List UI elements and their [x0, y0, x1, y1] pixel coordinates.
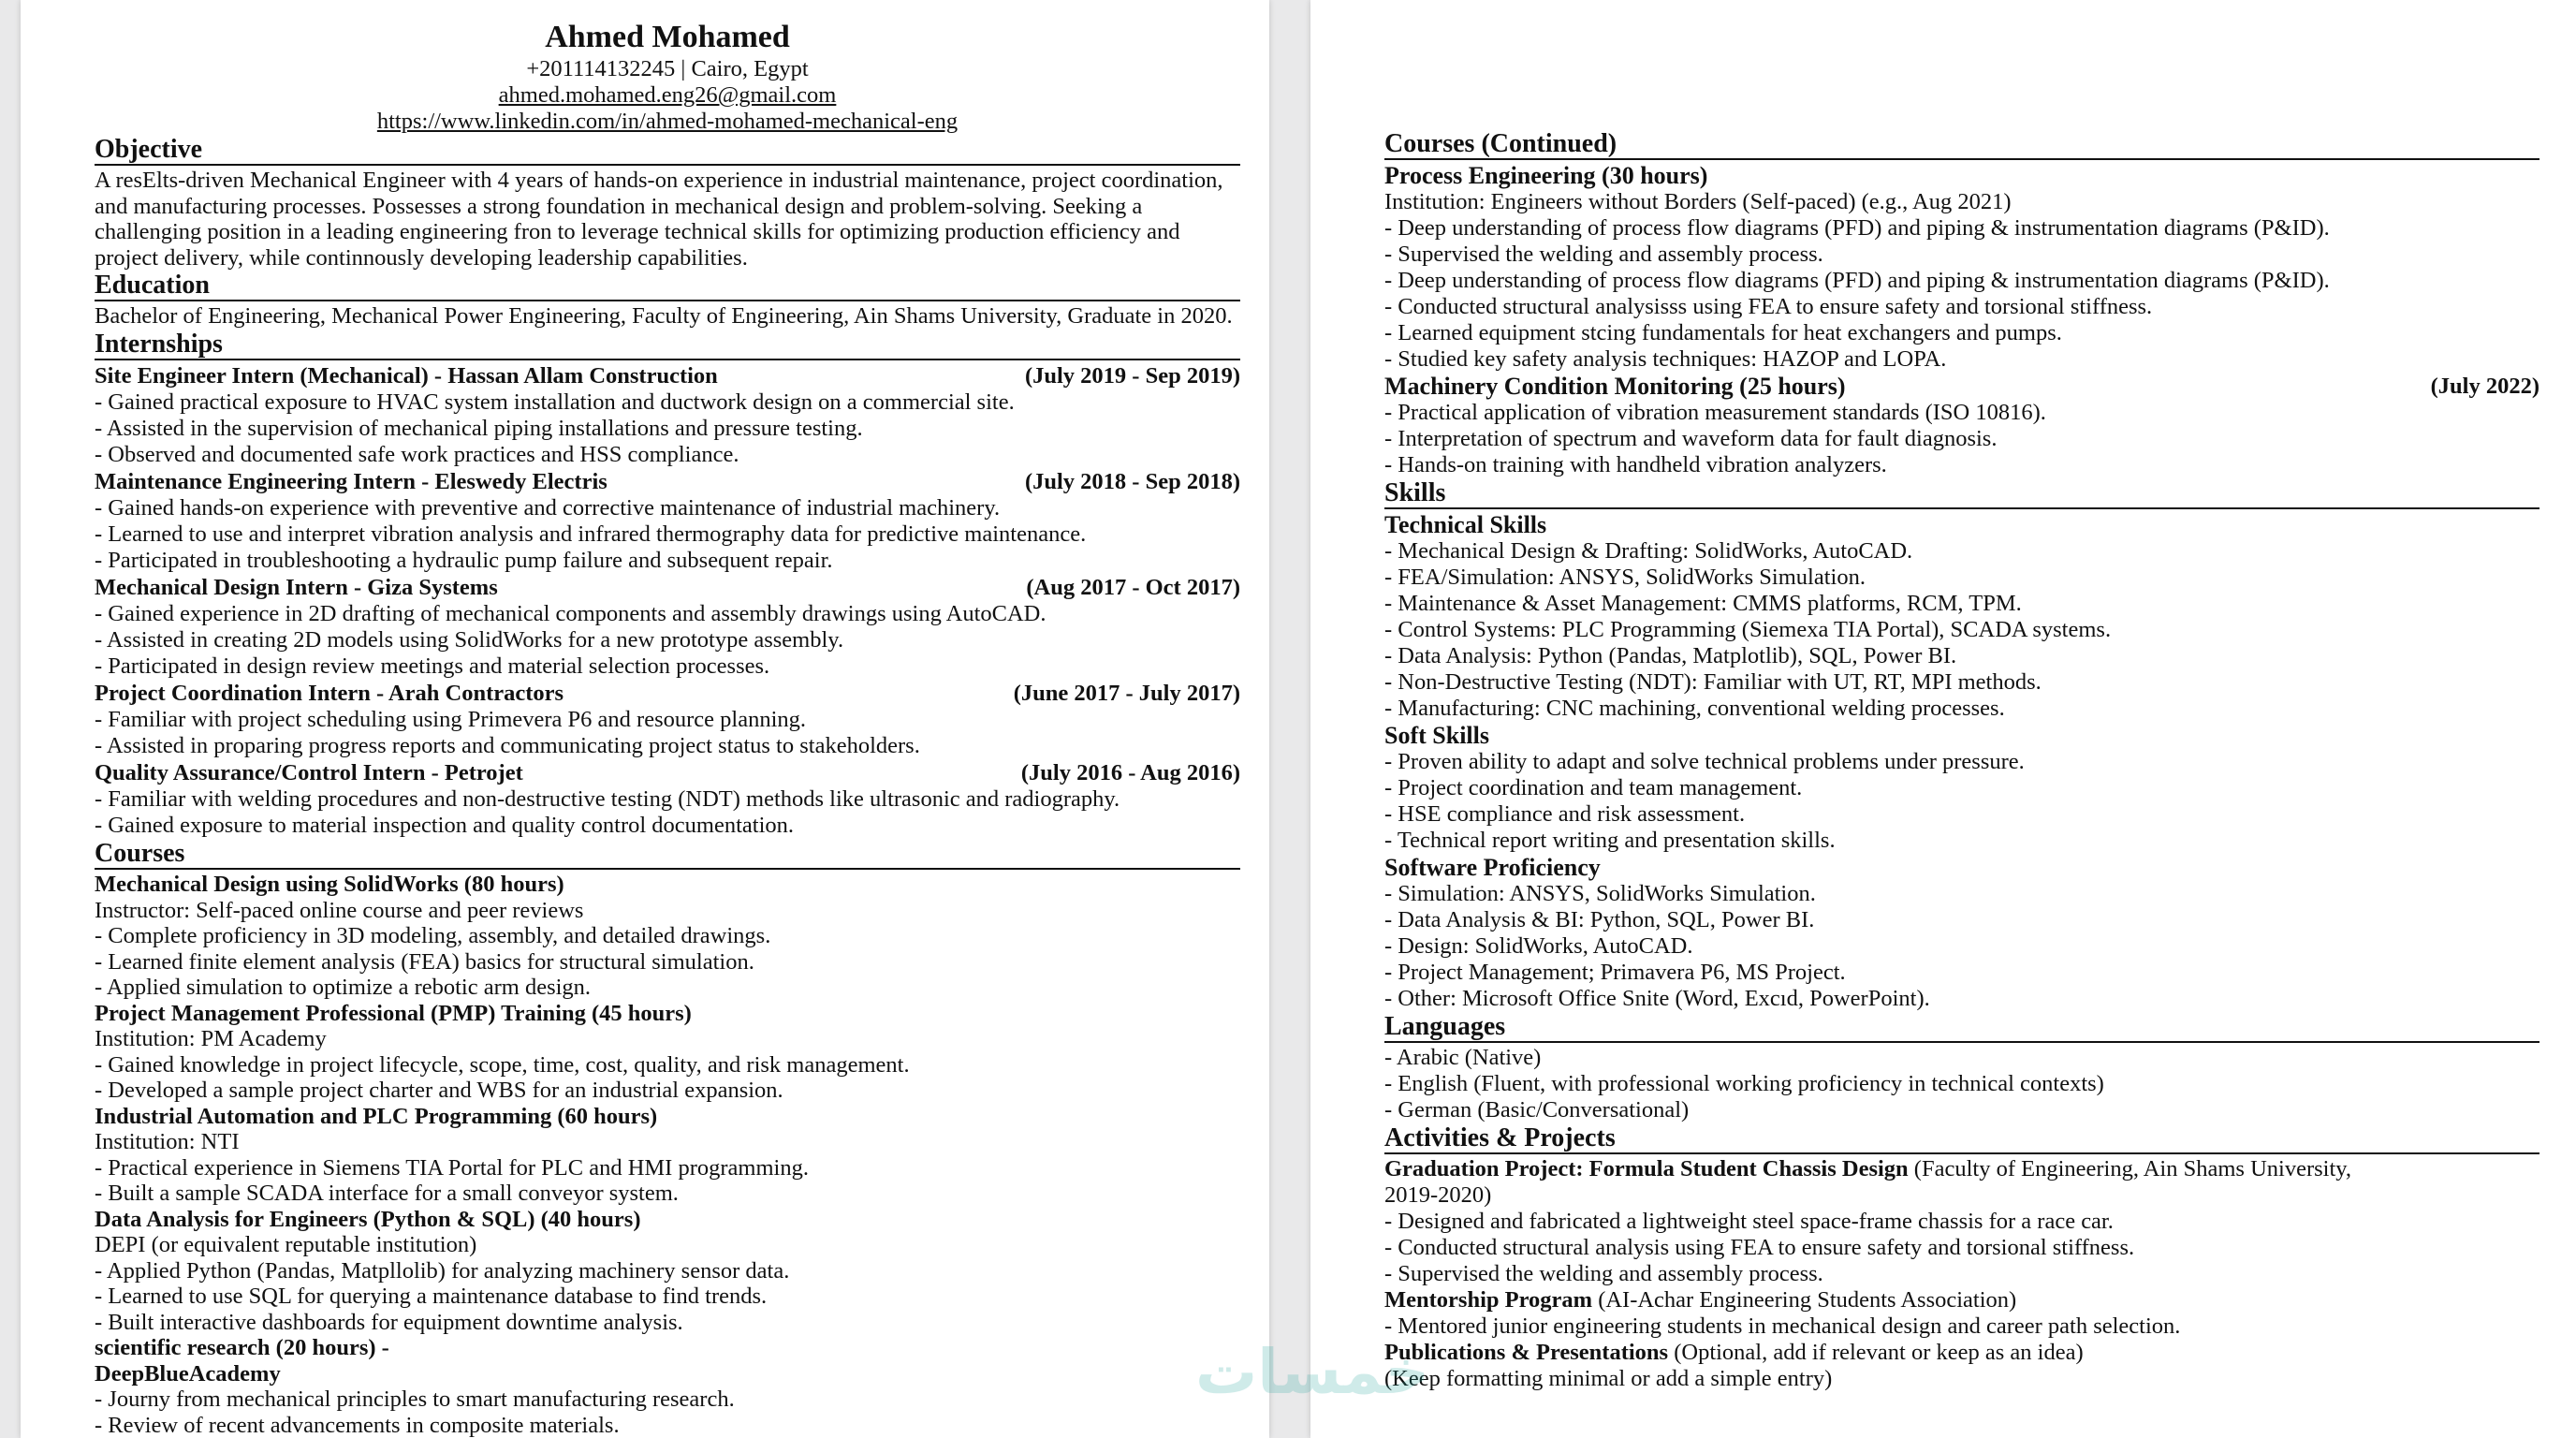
internship-dates: (July 2018 - Sep 2018) — [1024, 469, 1240, 494]
objective-text — [95, 168, 1240, 271]
activity-bullet: - Conducted structural analysis using FEA to ensure safety and torsional stiffness. — [1384, 1235, 2135, 1260]
skill-line: - Project coordination and team management. — [1384, 775, 1803, 800]
mentorship-title: Mentorship Program — [1384, 1287, 1593, 1313]
linkedin-link-row — [95, 109, 1240, 135]
education-heading: Education — [95, 271, 1240, 301]
course-line: - Interpretation of spectrum and waveform data for fault diagnosis. — [1384, 426, 1998, 451]
course-line: - Learned equipment stcing fundamentals for heat exchangers and pumps. — [1384, 320, 2062, 345]
course-line: - Studied key safety analysis techniques: HAZOP and LOPA. — [1384, 346, 1947, 372]
course-line: Institution: Engineers without Borders (Self-paced) (e.g., Aug 2021) — [1384, 189, 2012, 214]
education-text: Bachelor of Engineering, Mechanical Power Engineering, Faculty of Engineering, Ain Shams University, Graduate in 2020. — [95, 303, 1233, 329]
skill-line: - Maintenance & Asset Management: CMMS platforms, RCM, TPM. — [1384, 591, 2022, 616]
publications-line — [1384, 1340, 2539, 1366]
courses-continued-heading: Courses (Continued) — [1384, 129, 2539, 160]
internship-entry — [95, 759, 1240, 839]
publications-detail: (Optional, add if relevant or keep as an idea) — [1668, 1340, 2084, 1365]
internship-entry — [95, 574, 1240, 680]
course-line: - Supervised the welding and assembly process. — [1384, 242, 1823, 267]
activity-bullet: - Mentored junior engineering students in mechanical design and career path selection. — [1384, 1313, 2181, 1339]
course-line: - Learned to use SQL for querying a maintenance database to find trends. — [95, 1284, 768, 1309]
languages-heading: Languages — [1384, 1012, 2539, 1043]
course-title: Mechanical Design using SolidWorks (80 hours) — [95, 872, 564, 897]
course-line: - Review of recent advancements in composite materials. — [95, 1412, 620, 1438]
course-line: - Applied Python (Pandas, Matpllolib) for analyzing machinery sensor data. — [95, 1257, 790, 1284]
course-line: - Built a sample SCADA interface for a small conveyor system. — [95, 1181, 679, 1206]
skill-line: - Technical report writing and presentation skills. — [1384, 828, 1836, 853]
course-line: - Journy from mechanical principles to smart manufacturing research. — [95, 1387, 735, 1412]
course-title: Machinery Condition Monitoring (25 hours) — [1384, 373, 1846, 400]
objective-line: project delivery, while continnously developing leadership capabilities. — [95, 244, 748, 271]
graduation-project-line — [1384, 1156, 2539, 1182]
course-line: - Practical experience in Siemens TIA Portal for PLC and HMI programming. — [95, 1154, 809, 1181]
publications-title: Publications & Presentations — [1384, 1340, 1669, 1365]
course-line: - Built interactive dashboards for equipment downtime analysis. — [95, 1309, 683, 1335]
mentorship-detail: (AI-Achar Engineering Students Association) — [1592, 1287, 2017, 1313]
skill-line: - Project Management; Primavera P6, MS Project. — [1384, 960, 1846, 985]
graduation-project-detail: (Faculty of Engineering, Ain Shams University, — [1908, 1156, 2352, 1181]
internship-entry — [95, 468, 1240, 574]
language-line: - English (Fluent, with professional working proficiency in technical contexts) — [1384, 1071, 2104, 1096]
skills-heading: Skills — [1384, 478, 2539, 509]
skill-line: - Simulation: ANSYS, SolidWorks Simulation. — [1384, 881, 1816, 906]
bullet: - Gained experience in 2D drafting of mechanical components and assembly drawings using AutoCAD. — [95, 601, 1046, 626]
course-line: - Conducted structural analysisss using FEA to ensure safety and torsional stiffness. — [1384, 294, 2153, 319]
bullet: - Learned to use and interpret vibration analysis and infrared thermography data for predictive maintenance. — [95, 521, 1087, 547]
email-link[interactable]: ahmed.mohamed.eng26@gmail.com — [498, 82, 837, 108]
language-line: - German (Basic/Conversational) — [1384, 1097, 1690, 1123]
resume-page-2 — [1310, 0, 2576, 1438]
skill-line: - HSE compliance and risk assessment. — [1384, 801, 1746, 827]
internship-entry — [95, 362, 1240, 468]
email-link-row — [95, 82, 1240, 109]
course-title-row — [1384, 373, 2539, 400]
language-line: - Arabic (Native) — [1384, 1045, 1542, 1070]
graduation-project-line-2: 2019-2020) — [1384, 1182, 1492, 1208]
bullet: - Gained exposure to material inspection and quality control documentation. — [95, 813, 795, 838]
course-title: Project Management Professional (PMP) Training (45 hours) — [95, 1000, 692, 1026]
objective-line: and manufacturing processes. Possesses a strong foundation in mechanical design and problem-solving. Seeking a — [95, 193, 1143, 219]
course-line: - Learned finite element analysis (FEA) basics for structural simulation. — [95, 948, 754, 975]
linkedin-link[interactable]: https://www.linkedin.com/in/ahmed-mohamed-mechanical-eng — [376, 109, 959, 134]
skills-group-title: Technical Skills — [1384, 511, 1547, 538]
candidate-name: Ahmed Mohamed — [545, 20, 790, 54]
objective-heading: Objective — [95, 135, 1240, 166]
course-line: - Deep understanding of process flow diagrams (PFD) and piping & instrumentation diagrams (P&ID). — [1384, 268, 2330, 293]
internship-title: Quality Assurance/Control Intern - Petrojet — [95, 760, 523, 785]
course-line: Institution: PM Academy — [95, 1026, 327, 1051]
courses-heading: Courses — [95, 839, 1240, 870]
skill-line: - Control Systems: PLC Programming (Siemexa TIA Portal), SCADA systems. — [1384, 617, 2112, 642]
course-line: Instructor: Self-paced online course and peer reviews — [95, 897, 584, 923]
skill-line: - Manufacturing: CNC machining, conventional welding processes. — [1384, 696, 2005, 721]
publications-note: (Keep formatting minimal or add a simple entry) — [1384, 1366, 1833, 1391]
internship-dates: (Aug 2017 - Oct 2017) — [1026, 575, 1240, 600]
internship-dates: (July 2016 - Aug 2016) — [1020, 760, 1240, 785]
course-line: - Complete proficiency in 3D modeling, assembly, and detailed drawings. — [95, 923, 771, 948]
resume-page-1 — [21, 0, 1269, 1438]
course-title: scientific research (20 hours) - — [95, 1335, 389, 1360]
bullet: - Participated in design review meetings and material selection processes. — [95, 653, 770, 679]
skill-line: - Proven ability to adapt and solve technical problems under pressure. — [1384, 749, 2025, 774]
internship-title-row — [95, 680, 1240, 707]
internship-title-row — [95, 574, 1240, 601]
course-line: - Hands-on training with handheld vibration analyzers. — [1384, 452, 1887, 477]
course-title: Industrial Automation and PLC Programming (60 hours) — [95, 1103, 658, 1129]
skill-line: - Data Analysis & BI: Python, SQL, Power BI. — [1384, 907, 1815, 932]
skills-group-title: Soft Skills — [1384, 722, 1489, 749]
bullet: - Assisted in creating 2D models using SolidWorks for a new prototype assembly. — [95, 627, 844, 653]
course-line: Institution: NTI — [95, 1129, 240, 1154]
mentorship-line — [1384, 1287, 2539, 1313]
course-title: Data Analysis for Engineers (Python & SQL) (40 hours) — [95, 1206, 641, 1232]
internship-title: Maintenance Engineering Intern - Eleswedy Electris — [95, 469, 607, 494]
course-line: - Developed a sample project charter and WBS for an industrial expansion. — [95, 1078, 783, 1103]
skill-line: - Design: SolidWorks, AutoCAD. — [1384, 933, 1693, 959]
bullet: - Assisted in the supervision of mechanical piping installations and pressure testing. — [95, 416, 863, 441]
internship-entry — [95, 680, 1240, 759]
course-line: - Deep understanding of process flow diagrams (PFD) and piping & instrumentation diagrams (P&ID). — [1384, 215, 2330, 241]
internship-dates: (June 2017 - July 2017) — [1013, 681, 1240, 706]
internships-heading: Internships — [95, 330, 1240, 360]
course-line: - Applied simulation to optimize a rebotic arm design. — [95, 975, 592, 1000]
bullet: - Participated in troubleshooting a hydraulic pump failure and subsequent repair. — [95, 548, 833, 573]
contact-line: +201114132245 | Cairo, Egypt — [526, 56, 809, 81]
activity-bullet: - Designed and fabricated a lightweight steel space-frame chassis for a race car. — [1384, 1209, 2114, 1234]
page-1-content — [95, 19, 1240, 1438]
bullet: - Gained hands-on experience with preventive and corrective maintenance of industrial machinery. — [95, 495, 1001, 521]
course-dates: (July 2022) — [2430, 374, 2539, 399]
course-line: - Gained knowledge in project lifecycle, scope, time, cost, quality, and risk management. — [95, 1051, 910, 1078]
skill-line: - FEA/Simulation: ANSYS, SolidWorks Simulation. — [1384, 565, 1866, 590]
activity-bullet: - Supervised the welding and assembly process. — [1384, 1261, 1823, 1286]
course-title: Process Engineering (30 hours) — [1384, 162, 1708, 189]
internship-title: Site Engineer Intern (Mechanical) - Hassan Allam Construction — [95, 363, 718, 389]
skill-line: - Data Analysis: Python (Pandas, Matplotlib), SQL, Power BI. — [1384, 643, 1957, 668]
internship-dates: (July 2019 - Sep 2019) — [1024, 363, 1240, 389]
graduation-project-title: Graduation Project: Formula Student Chassis Design — [1384, 1156, 1909, 1181]
course-line: DEPI (or equivalent reputable institution) — [95, 1232, 477, 1257]
course-line: - Practical application of vibration measurement standards (ISO 10816). — [1384, 400, 2046, 425]
internship-title-row — [95, 468, 1240, 495]
skill-line: - Mechanical Design & Drafting: SolidWorks, AutoCAD. — [1384, 538, 1913, 564]
skill-line: - Other: Microsoft Office Snite (Word, Excıd, PowerPoint). — [1384, 986, 1930, 1011]
internship-title-row — [95, 759, 1240, 786]
courses-list — [95, 872, 1240, 1438]
activities-heading: Activities & Projects — [1384, 1123, 2539, 1154]
watermark-logo-text: خمسات — [1194, 1336, 1430, 1408]
course-title: DeepBlueAcademy — [95, 1360, 281, 1387]
bullet: - Assisted in proparing progress reports and communicating project status to stakeholders. — [95, 733, 920, 758]
bullet: - Gained practical exposure to HVAC system installation and ductwork design on a commercial site. — [95, 389, 1015, 415]
objective-line: challenging position in a leading engineering fron to leverage technical skills for optimizing production efficiency and — [95, 219, 1180, 244]
internship-title: Mechanical Design Intern - Giza Systems — [95, 575, 498, 600]
skills-group-title: Software Proficiency — [1384, 854, 1601, 881]
bullet: - Familiar with project scheduling using Primevera P6 and resource planning. — [95, 707, 807, 732]
objective-line: A resElts-driven Mechanical Engineer with 4 years of hands-on experience in industrial maintenance, project coordination, — [95, 168, 1223, 193]
skill-line: - Non-Destructive Testing (NDT): Familiar with UT, RT, MPI methods. — [1384, 669, 2042, 695]
internship-title-row — [95, 362, 1240, 389]
internship-title: Project Coordination Intern - Arah Contractors — [95, 681, 564, 706]
page-2-content — [1384, 129, 2539, 1392]
bullet: - Familiar with welding procedures and non-destructive testing (NDT) methods like ultrasonic and radiography. — [95, 786, 1120, 812]
bullet: - Observed and documented safe work practices and HSS compliance. — [95, 442, 739, 467]
